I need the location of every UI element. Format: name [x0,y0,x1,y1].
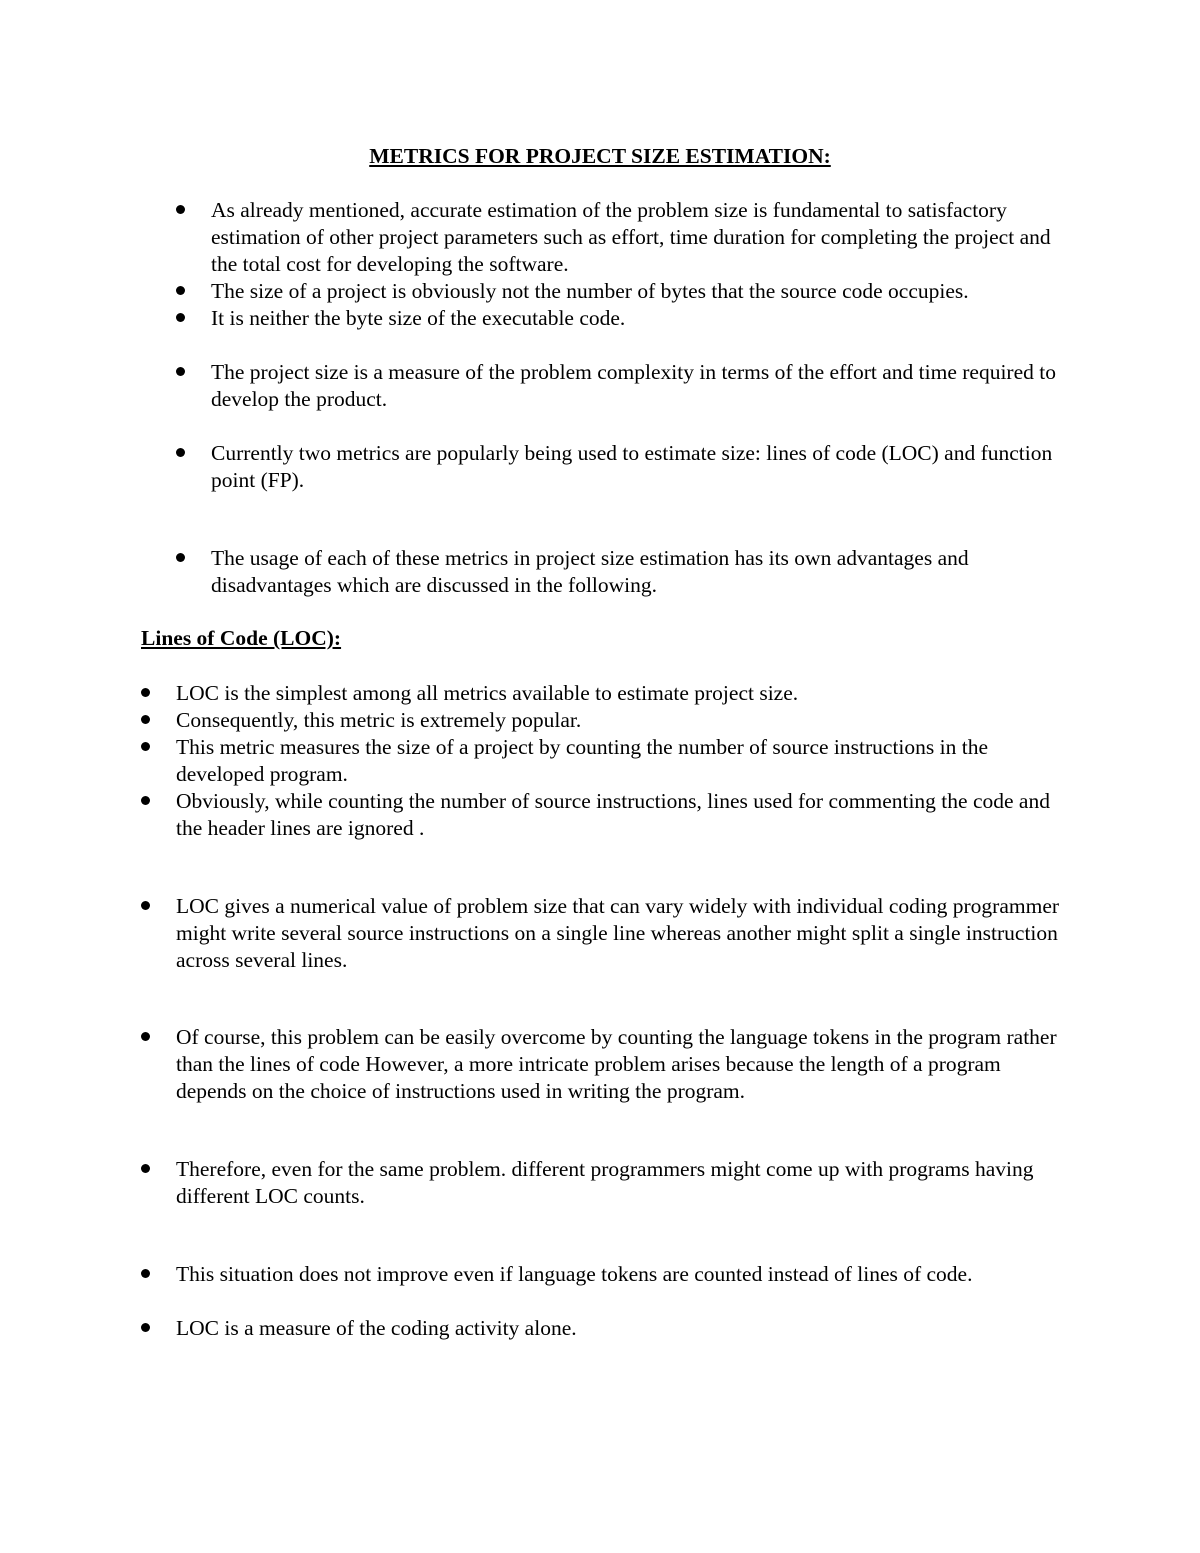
list-item: This situation does not improve even if language tokens are counted instead of lines of code. [176,1262,973,1286]
bullet-icon [141,1323,150,1332]
bullet-icon [141,1269,150,1278]
section-heading-loc: Lines of Code (LOC): [141,626,342,650]
list-item: It is neither the byte size of the executable code. [211,306,626,330]
bullet-icon [176,205,185,214]
list-item: The project size is a measure of the problem complexity in terms of the effort and time required to develop the product. [211,360,1056,411]
list-item: This metric measures the size of a project by counting the number of source instructions in the developed program. [176,735,988,786]
list-item: Therefore, even for the same problem. different programmers might come up with programs having different LOC counts. [176,1157,1034,1208]
list-item: LOC gives a numerical value of problem size that can vary widely with individual coding programmer might write several source instructions on a single line whereas another might split a single instruction across several lines. [176,894,1060,972]
bullet-icon [176,448,185,457]
bullet-icon [141,796,150,805]
list-item: LOC is a measure of the coding activity alone. [176,1316,577,1340]
list-item: As already mentioned, accurate estimation of the problem size is fundamental to satisfactory estimation of other project parameters such as effort, time duration for completing the project and the total cost for developing the software. [211,198,1051,276]
bullet-icon [176,553,185,562]
bullet-icon [141,1164,150,1173]
bullet-icon [141,688,150,697]
list-item: Consequently, this metric is extremely popular. [176,708,582,732]
bullet-icon [141,715,150,724]
bullet-icon [141,742,150,751]
bullet-icon [176,286,185,295]
bullet-icon [176,313,185,322]
bullet-icon [141,1032,150,1041]
page-title: METRICS FOR PROJECT SIZE ESTIMATION: [369,144,831,168]
bullet-icon [176,367,185,376]
list-item: The usage of each of these metrics in project size estimation has its own advantages and disadvantages which are discussed in the following. [211,546,969,597]
list-item: Of course, this problem can be easily overcome by counting the language tokens in the program rather than the lines of code However, a more intricate problem arises because the length of a program depends on the choice of instructions used in writing the program. [176,1025,1057,1103]
bullet-icon [141,901,150,910]
list-item: LOC is the simplest among all metrics available to estimate project size. [176,681,799,705]
list-item: Obviously, while counting the number of source instructions, lines used for commenting the code and the header lines are ignored . [176,789,1050,840]
list-item: Currently two metrics are popularly being used to estimate size: lines of code (LOC) and function point (FP). [211,441,1053,492]
list-item: The size of a project is obviously not the number of bytes that the source code occupies. [211,279,969,303]
